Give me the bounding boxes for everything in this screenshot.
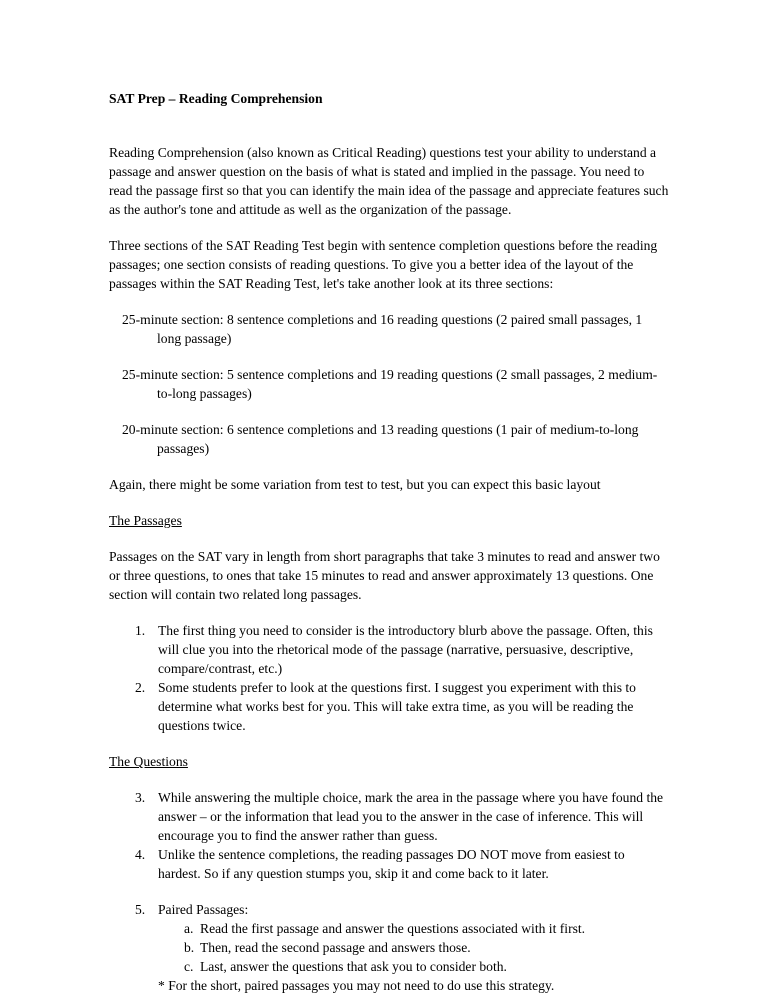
list-item-text: Some students prefer to look at the questions first. I suggest you experiment with this to determine what works best for you. This will take extra time, as you will be reading the questions twice.: [158, 680, 636, 733]
sections-intro-paragraph: Three sections of the SAT Reading Test begin with sentence completion questions before the reading passages; one section consists of reading questions. To give you a better idea of the layout of the passages within the SAT Reading Test, let's take another look at its three sections:: [109, 238, 658, 291]
sub-list-text: Then, read the second passage and answers those.: [200, 940, 471, 955]
page-title: SAT Prep – Reading Comprehension: [109, 91, 323, 106]
paired-sublist: [109, 919, 669, 976]
list-item: [109, 678, 669, 735]
sub-list-item: [109, 938, 669, 957]
sub-list-text: Last, answer the questions that ask you to consider both.: [200, 959, 507, 974]
paired-note: * For the short, paired passages you may not need to do use this strategy.: [158, 978, 555, 993]
paired-passages-list: [109, 900, 669, 919]
list-number: 4.: [135, 847, 146, 862]
paired-passages-label: Paired Passages:: [158, 902, 249, 917]
list-item-text: While answering the multiple choice, mark the area in the passage where you have found the answer – or the information that lead you to the answer in the case of inference. This will encourage you to find the answer rather than guess.: [158, 790, 664, 843]
document-page: [109, 89, 669, 995]
list-item: [109, 845, 669, 883]
sub-list-item: [109, 919, 669, 938]
list-number: 2.: [135, 680, 146, 695]
list-item: [109, 621, 669, 678]
sub-list-letter: c.: [184, 959, 194, 974]
sub-list-letter: a.: [184, 921, 194, 936]
list-item-text: The first thing you need to consider is the introductory blurb above the passage. Often, this will clue you into the rhetorical mode of the passage (narrative, persuasive, descriptive, compare/contrast, etc.): [158, 623, 653, 676]
list-item: [109, 900, 669, 919]
intro-paragraph: Reading Comprehension (also known as Critical Reading) questions test your ability to understand a passage and answer question on the basis of what is stated and implied in the passage. You need to read the passage first so that you can identify the main idea of the passage and appreciate features such as the author's tone and attitude as well as the organization of the passage.: [109, 145, 669, 217]
sections-list: [109, 310, 669, 458]
section-item: 20-minute section: 6 sentence completions and 13 reading questions (1 pair of medium-to-long passages): [122, 422, 639, 456]
passages-paragraph: Passages on the SAT vary in length from short paragraphs that take 3 minutes to read and answer two or three questions, to ones that take 15 minutes to read and answer approximately 13 questions. One section will contain two related long passages.: [109, 549, 660, 602]
question-steps-list: [109, 788, 669, 883]
passages-heading: The Passages: [109, 513, 182, 528]
sub-list-letter: b.: [184, 940, 195, 955]
list-item-text: Unlike the sentence completions, the reading passages DO NOT move from easiest to hardest. So if any question stumps you, skip it and come back to it later.: [158, 847, 625, 881]
list-number: 3.: [135, 790, 146, 805]
list-number: 1.: [135, 623, 146, 638]
section-item: 25-minute section: 8 sentence completions and 16 reading questions (2 paired small passages, 1 long passage): [122, 312, 643, 346]
passage-steps-list: [109, 621, 669, 735]
sub-list-text: Read the first passage and answer the questions associated with it first.: [200, 921, 586, 936]
questions-heading: The Questions: [109, 754, 188, 769]
list-item: [109, 788, 669, 845]
sub-list-item: [109, 957, 669, 976]
list-number: 5.: [135, 902, 146, 917]
layout-note: Again, there might be some variation from test to test, but you can expect this basic layout: [109, 477, 601, 492]
section-item: 25-minute section: 5 sentence completions and 19 reading questions (2 small passages, 2 medium-to-long passages): [122, 367, 658, 401]
